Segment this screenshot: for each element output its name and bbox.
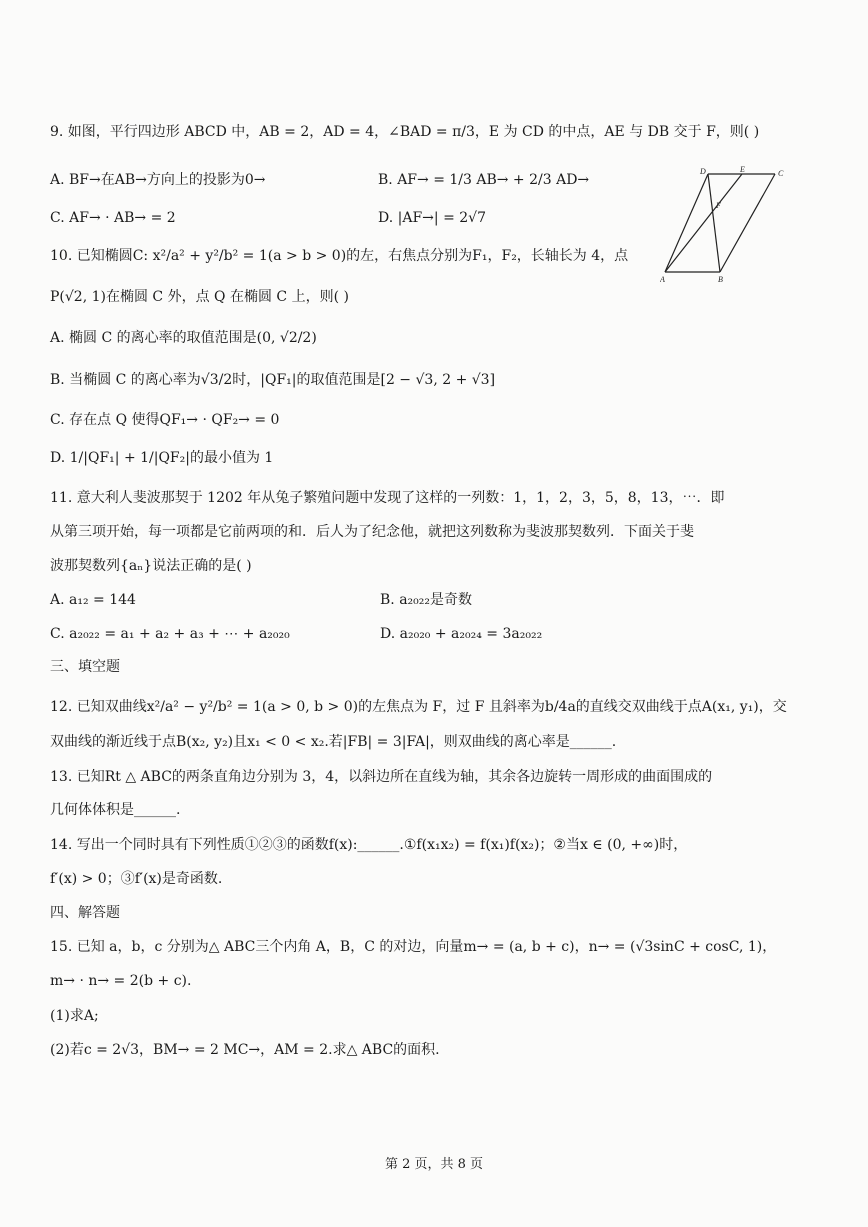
page-footer: 第 2 页，共 8 页 <box>384 1157 484 1172</box>
question-15: 15. 已知 a，b，c 分别为△ ABC三个内角 A，B，C 的对边，向量m→ = (a, b + c)，n→ = (√3sinC + cosC, 1)， <box>50 939 777 955</box>
question-15-cont: m→ · n→ = 2(b + c). <box>50 973 192 989</box>
question-10-cont: P(√2, 1)在椭圆 C 外，点 Q 在椭圆 C 上，则( ) <box>50 289 349 305</box>
question-13-cont: 几何体体积是______. <box>50 802 181 818</box>
q11-option-c: C. a₂₀₂₂ = a₁ + a₂ + a₃ + ⋯ + a₂₀₂₀ <box>50 626 290 642</box>
label-c: C <box>778 169 784 178</box>
label-a: A <box>660 275 665 284</box>
q9-option-c: C. AF→ · AB→ = 2 <box>50 210 176 226</box>
q10-option-a: A. 椭圆 C 的离心率的取值范围是(0, √2/2) <box>50 330 317 346</box>
question-11: 11. 意大利人斐波那契于 1202 年从兔子繁殖问题中发现了这样的一列数：1，1，2，3，5，8，13，⋯．即 <box>50 490 725 506</box>
question-12-cont: 双曲线的渐近线于点B(x₂, y₂)且x₁ < 0 < x₂.若|FB| = 3|FA|，则双曲线的离心率是______. <box>50 734 617 750</box>
section-heading-fill-in: 三、填空题 <box>50 659 120 675</box>
question-11-cont-1: 从第三项开始，每一项都是它前两项的和．后人为了纪念他，就把这列数称为斐波那契数列．下面关于斐 <box>50 524 694 540</box>
segment-ae <box>665 174 742 272</box>
question-12: 12. 已知双曲线x²/a² − y²/b² = 1(a > 0, b > 0)的左焦点为 F，过 F 且斜率为b/4a的直线交双曲线于点A(x₁, y₁)，交 <box>50 699 787 715</box>
q11-option-b: B. a₂₀₂₂是奇数 <box>380 592 472 608</box>
q9-option-b: B. AF→ = 1/3 AB→ + 2/3 AD→ <box>378 172 590 188</box>
section-heading-answer: 四、解答题 <box>50 905 120 921</box>
question-15-part-2: (2)若c = 2√3，BM→ = 2 MC→，AM = 2.求△ ABC的面积. <box>50 1042 440 1058</box>
question-10: 10. 已知椭圆C: x²/a² + y²/b² = 1(a > b > 0)的左，右焦点分别为F₁，F₂，长轴长为 4，点 <box>50 248 629 264</box>
q11-option-a: A. a₁₂ = 144 <box>50 592 136 608</box>
q11-option-d: D. a₂₀₂₀ + a₂₀₂₄ = 3a₂₀₂₂ <box>380 626 543 642</box>
segment-db <box>708 174 720 272</box>
question-11-cont-2: 波那契数列{aₙ}说法正确的是( ) <box>50 558 252 574</box>
q9-option-d: D. |AF→| = 2√7 <box>378 210 486 226</box>
question-14: 14. 写出一个同时具有下列性质①②③的函数f(x):______.①f(x₁x₂) = f(x₁)f(x₂)；②当x ∈ (0, +∞)时， <box>50 837 688 853</box>
question-14-cont: f′(x) > 0；③f′(x)是奇函数. <box>50 871 223 887</box>
segment-bc <box>720 174 775 272</box>
q10-option-b: B. 当椭圆 C 的离心率为√3/2时，|QF₁|的取值范围是[2 − √3, 2 + √3] <box>50 372 496 388</box>
q10-option-c: C. 存在点 Q 使得QF₁→ · QF₂→ = 0 <box>50 412 280 428</box>
question-15-part-1: (1)求A; <box>50 1008 99 1024</box>
segment-da <box>665 174 708 272</box>
label-d: D <box>700 167 706 176</box>
question-9: 9. 如图，平行四边形 ABCD 中，AB = 2，AD = 4，∠BAD = π/3，E 为 CD 的中点，AE 与 DB 交于 F，则( ) <box>50 124 760 140</box>
q10-option-d: D. 1/|QF₁| + 1/|QF₂|的最小值为 1 <box>50 450 274 466</box>
question-13: 13. 已知Rt △ ABC的两条直角边分别为 3，4，以斜边所在直线为轴，其余各边旋转一周形成的曲面围成的 <box>50 769 713 785</box>
parallelogram-figure <box>660 164 810 284</box>
label-b: B <box>718 275 723 284</box>
q9-option-a: A. BF→在AB→方向上的投影为0→ <box>50 172 266 188</box>
label-f: F <box>716 201 721 210</box>
label-e: E <box>740 165 745 174</box>
